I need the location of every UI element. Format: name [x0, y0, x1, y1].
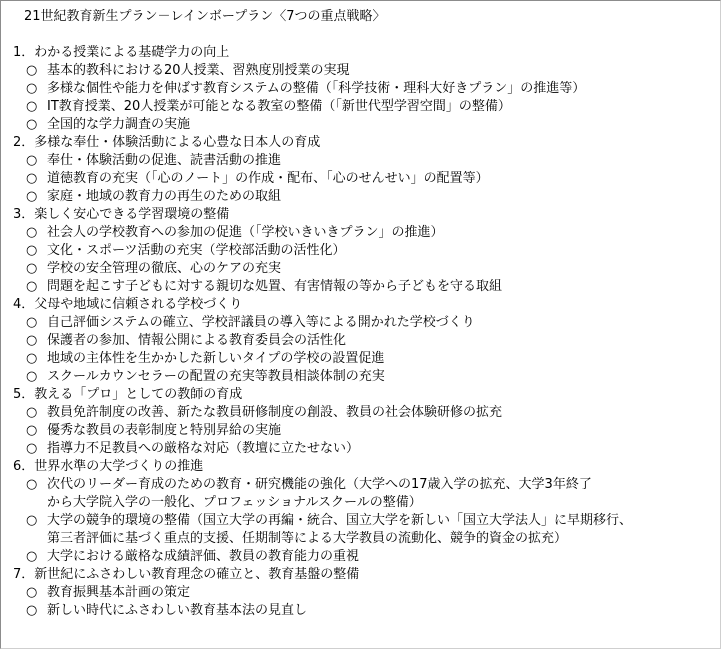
- list-item-text: 自己評価システムの確立、学校評議員の導入等による開かれた学校づくり: [47, 315, 475, 330]
- list-item-continuation: 第三者評価に基づく重点的支援、任期制等による大学教員の流動化、競争的資金の拡充）: [47, 531, 568, 546]
- circle-bullet-icon: ○: [26, 243, 38, 258]
- circle-bullet-icon: ○: [26, 585, 38, 600]
- list-item: [13, 548, 713, 566]
- list-item: [13, 152, 713, 170]
- list-item: [13, 170, 713, 188]
- list-item: [13, 62, 713, 80]
- circle-bullet-icon: ○: [26, 189, 38, 204]
- section-heading: 5．教える「プロ」としての教師の育成: [13, 387, 243, 402]
- list-item: [13, 314, 713, 332]
- list-item-text: 学校の安全管理の徹底、心のケアの充実: [47, 261, 282, 276]
- document-title: 21世紀教育新生プラン－レインボープラン〈7つの重点戦略〉: [24, 9, 386, 24]
- list-item: [13, 350, 713, 368]
- circle-bullet-icon: ○: [26, 351, 38, 366]
- list-item: [13, 584, 713, 602]
- list-item-text: 問題を起こす子どもに対する親切な処置、有害情報の等から子どもを守る取組: [47, 279, 503, 294]
- list-item: [13, 98, 713, 116]
- list-item: [13, 242, 713, 260]
- circle-bullet-icon: ○: [26, 171, 38, 186]
- list-item-text: 家庭・地域の教育力の再生のための取組: [47, 189, 282, 204]
- list-item: [13, 512, 713, 530]
- circle-bullet-icon: ○: [26, 117, 38, 132]
- list-item: [13, 602, 713, 620]
- circle-bullet-icon: ○: [26, 369, 38, 384]
- circle-bullet-icon: ○: [26, 603, 38, 618]
- section-heading: 7．新世紀にふさわしい教育理念の確立と、教育基盤の整備: [13, 567, 360, 582]
- list-item-text: 奉仕・体験活動の促進、読書活動の推進: [47, 153, 282, 168]
- list-item: [13, 440, 713, 458]
- circle-bullet-icon: ○: [26, 279, 38, 294]
- list-item: [13, 368, 713, 386]
- circle-bullet-icon: ○: [26, 315, 38, 330]
- section-heading: 1．わかる授業による基礎学力の向上: [13, 45, 230, 60]
- circle-bullet-icon: ○: [26, 441, 38, 456]
- list-item-text: 多様な個性や能力を伸ばす教育システムの整備（「科学技術・理科大好きプラン」の推進等）: [47, 81, 586, 96]
- list-item: [13, 278, 713, 296]
- list-item: [13, 476, 713, 494]
- section-heading: 6．世界水準の大学づくりの推進: [13, 459, 204, 474]
- list-item-text: 指導力不足教員への厳格な対応（教壇に立たせない）: [47, 441, 360, 456]
- list-item-text: 全国的な学力調査の実施: [47, 117, 191, 132]
- list-item-text: スクールカウンセラーの配置の充実等教員相談体制の充実: [47, 369, 385, 384]
- list-item-text: 大学の競争的環境の整備（国立大学の再編・統合、国立大学を新しい「国立大学法人」に早期移行、: [47, 513, 633, 528]
- list-item: [13, 188, 713, 206]
- list-item-text: IT教育授業、20人授業が可能となる教室の整備（「新世代型学習空間」の整備）: [47, 99, 511, 114]
- list-item-continuation: から大学院入学の一般化、プロフェッショナルスクールの整備）: [47, 495, 422, 510]
- list-item-text: 次代のリーダー育成のための教育・研究機能の強化（大学への17歳入学の拡充、大学3年終了: [47, 477, 592, 492]
- list-item: [13, 404, 713, 422]
- list-item: [13, 332, 713, 350]
- section-heading: 4．父母や地域に信頼される学校づくり: [13, 297, 243, 312]
- circle-bullet-icon: ○: [26, 333, 38, 348]
- circle-bullet-icon: ○: [26, 405, 38, 420]
- list-item-text: 基本的教科における20人授業、習熟度別授業の実現: [47, 63, 350, 78]
- circle-bullet-icon: ○: [26, 549, 38, 564]
- circle-bullet-icon: ○: [26, 225, 38, 240]
- list-item-text: 文化・スポーツ活動の充実（学校部活動の活性化）: [47, 243, 346, 258]
- circle-bullet-icon: ○: [26, 477, 38, 492]
- list-item-text: 優秀な教員の表彰制度と特別昇給の実施: [47, 423, 282, 438]
- circle-bullet-icon: ○: [26, 63, 38, 78]
- list-item-text: 地域の主体性を生かかした新しいタイプの学校の設置促進: [47, 351, 385, 366]
- list-item-text: 教員免許制度の改善、新たな教員研修制度の創設、教員の社会体験研修の拡充: [47, 405, 503, 420]
- circle-bullet-icon: ○: [26, 513, 38, 528]
- circle-bullet-icon: ○: [26, 153, 38, 168]
- list-item: [13, 80, 713, 98]
- circle-bullet-icon: ○: [26, 99, 38, 114]
- strategy-list: [13, 44, 713, 620]
- circle-bullet-icon: ○: [26, 423, 38, 438]
- circle-bullet-icon: ○: [26, 261, 38, 276]
- section-heading: 2．多様な奉仕・体験活動による心豊な日本人の育成: [13, 135, 321, 150]
- list-item: [13, 422, 713, 440]
- circle-bullet-icon: ○: [26, 81, 38, 96]
- list-item-text: 保護者の参加、情報公開による教育委員会の活性化: [47, 333, 347, 348]
- list-item: [13, 116, 713, 134]
- list-item-text: 新しい時代にふさわしい教育基本法の見直し: [47, 603, 308, 618]
- section-heading: 3．楽しく安心できる学習環境の整備: [13, 207, 230, 222]
- list-item-text: 大学における厳格な成績評価、教員の教育能力の重視: [47, 549, 360, 564]
- list-item: [13, 224, 713, 242]
- list-item: [13, 260, 713, 278]
- list-item-text: 教育振興基本計画の策定: [47, 585, 191, 600]
- list-item-text: 社会人の学校教育への参加の促進（「学校いきいきプラン」の推進）: [47, 225, 444, 240]
- list-item-text: 道徳教育の充実（「心のノート」の作成・配布、「心のせんせい」の配置等）: [47, 171, 489, 186]
